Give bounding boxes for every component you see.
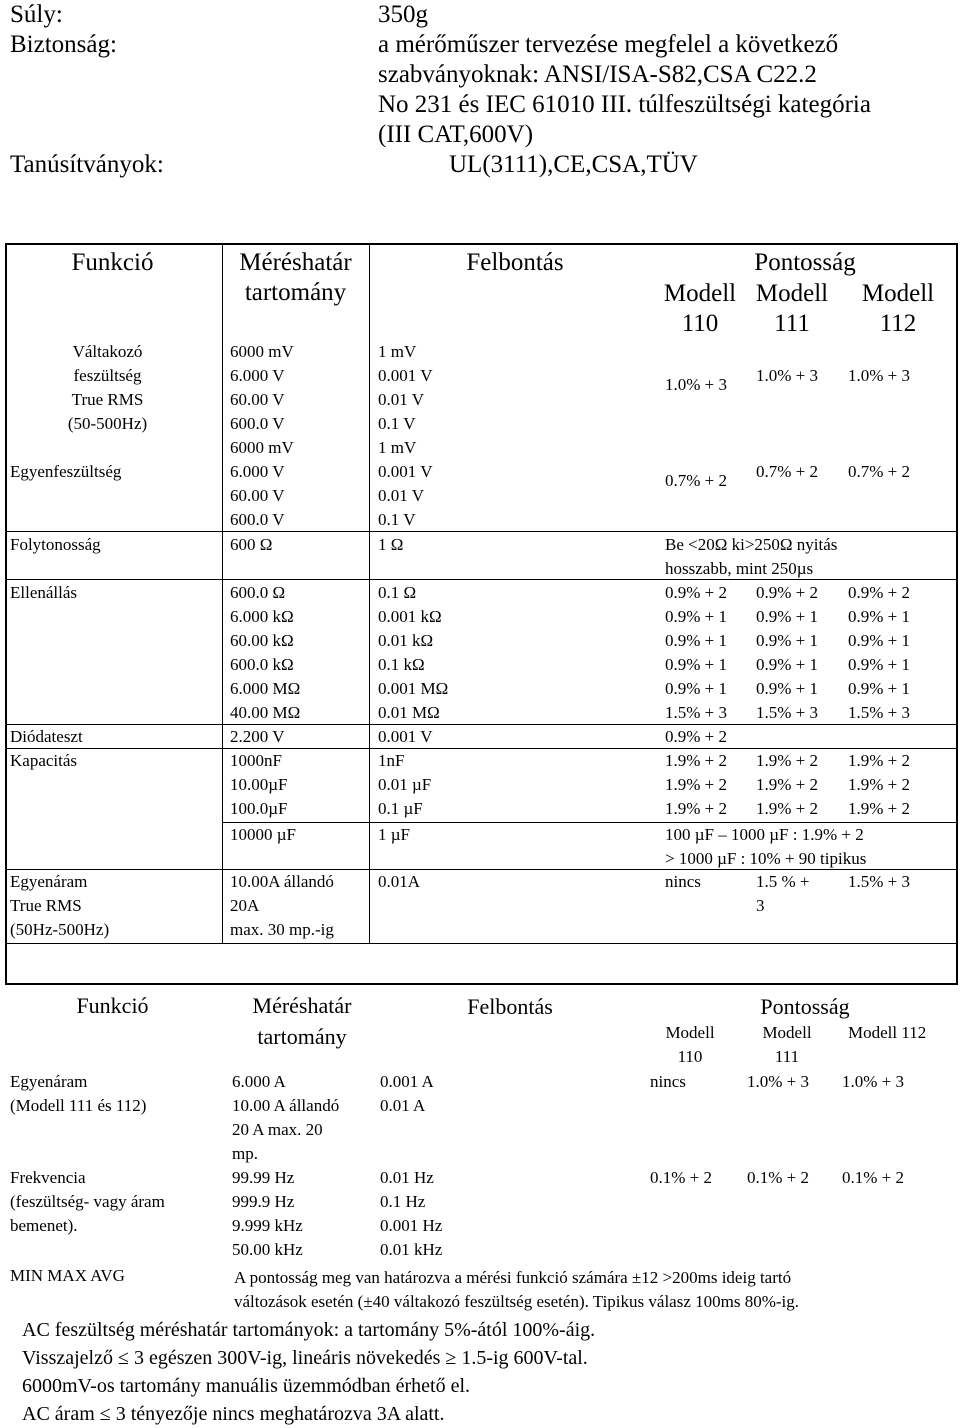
- resistance-function: Ellenállás: [10, 583, 78, 602]
- dc-voltage-ranges: 6000 mV 6.000 V 60.00 V 600.0 V: [230, 438, 294, 529]
- dc-current-accuracy-111: 1.0% + 3: [747, 1072, 809, 1091]
- safety-label: Biztonság:: [10, 31, 117, 58]
- current-trms-range: 10.00A állandó 20A max. 30 mp.-ig: [230, 872, 334, 939]
- capacitance-accuracy-110: 1.9% + 2 1.9% + 2 1.9% + 2: [665, 751, 727, 818]
- ac-voltage-resolution: 1 mV 0.001 V 0.01 V 0.1 V: [378, 342, 433, 433]
- t2-header-resolution: Felbontás: [467, 994, 553, 1019]
- footnotes: [22, 1316, 595, 1428]
- t2-header-range: Méréshatár tartomány: [252, 993, 352, 1049]
- footnote-item: AC feszültség méréshatár tartományok: a tartomány 5%-ától 100%-áig.: [22, 1319, 596, 1341]
- dc-current-accuracy-110: nincs: [650, 1072, 686, 1091]
- dc-current-function: Egyenáram (Modell 111 és 112): [10, 1072, 147, 1115]
- diode-range: 2.200 V: [230, 727, 285, 746]
- dc-current-accuracy-112: 1.0% + 3: [842, 1072, 904, 1091]
- t2-header-model-110: Modell 110: [665, 1023, 715, 1066]
- safety-text: a mérőműszer tervezése megfelel a következő szabványoknak: ANSI/ISA-S82,CSA C22.2 No 231 és IEC 61010 III. túlfeszültségi kategória (III CAT,600V): [378, 31, 871, 148]
- current-trms-accuracy-110: nincs: [665, 872, 701, 891]
- t1-header-model-111: Modell 111: [755, 280, 829, 337]
- current-trms-function: Egyenáram True RMS (50Hz-500Hz): [10, 872, 110, 939]
- continuity-accuracy: Be <20Ω ki>250Ω nyitás hosszabb, mint 250µs: [665, 535, 838, 578]
- t2-header-function: Funkció: [76, 993, 149, 1018]
- dc-voltage-accuracy-110: 0.7% + 2: [665, 471, 727, 490]
- weight-value: 350g: [378, 1, 428, 28]
- frequency-accuracy-111: 0.1% + 2: [747, 1168, 809, 1187]
- t2-header-accuracy: Pontosság: [760, 994, 850, 1019]
- capacitance-ranges: 1000nF 10.00µF 100.0µF: [230, 751, 288, 818]
- ac-voltage-accuracy-112: 1.0% + 3: [848, 366, 910, 385]
- resistance-resolution: 0.1 Ω 0.001 kΩ 0.01 kΩ 0.1 kΩ 0.001 MΩ 0.01 MΩ: [378, 583, 449, 722]
- dc-voltage-accuracy-111: 0.7% + 2: [756, 462, 818, 481]
- footnote-item: Visszajelző ≤ 3 egészen 300V-ig, lineáris növekedés ≥ 1.5-ig 600V-tal.: [22, 1347, 588, 1369]
- dc-current-resolution: 0.001 A 0.01 A: [380, 1072, 434, 1115]
- t1-header-function: Funkció: [71, 249, 154, 276]
- t2-header-model-111: Modell 111: [762, 1023, 812, 1066]
- t1-header-accuracy: Pontosság: [754, 249, 856, 276]
- resistance-accuracy-110: 0.9% + 2 0.9% + 1 0.9% + 1 0.9% + 1 0.9% + 1 1.5% + 3: [665, 583, 727, 722]
- frequency-accuracy-110: 0.1% + 2: [650, 1168, 712, 1187]
- continuity-resolution: 1 Ω: [378, 535, 404, 554]
- minmaxavg-description: A pontosság meg van határozva a mérési funkció számára ±12 >200ms ideig tartó változások esetén (±40 váltakozó feszültség esetén). Tipikus válasz 100ms 80%-ig.: [234, 1268, 800, 1311]
- resistance-accuracy-112: 0.9% + 2 0.9% + 1 0.9% + 1 0.9% + 1 0.9% + 1 1.5% + 3: [848, 583, 910, 722]
- footnote-item: 6000mV-os tartomány manuális üzemmódban érhető el.: [22, 1375, 471, 1397]
- capacitance-resolution: 1nF 0.01 µF 0.1 µF: [378, 751, 432, 818]
- resistance-ranges: 600.0 Ω 6.000 kΩ 60.00 kΩ 600.0 kΩ 6.000 MΩ 40.00 MΩ: [230, 583, 301, 722]
- minmaxavg-function: MIN MAX AVG: [10, 1266, 125, 1285]
- ac-voltage-function: Váltakozó feszültség True RMS (50-500Hz): [67, 342, 148, 433]
- frequency-resolution: 0.01 Hz 0.1 Hz 0.001 Hz 0.01 kHz: [380, 1168, 443, 1259]
- capacitance-big-resolution: 1 µF: [378, 825, 410, 844]
- dc-voltage-function: Egyenfeszültség: [10, 462, 122, 481]
- dc-voltage-resolution: 1 mV 0.001 V 0.01 V 0.1 V: [378, 438, 433, 529]
- current-trms-accuracy-111: 1.5 % + 3: [756, 872, 810, 915]
- diode-accuracy: 0.9% + 2: [665, 727, 727, 746]
- footnote-item: AC áram ≤ 3 tényezője nincs meghatározva 3A alatt.: [22, 1403, 445, 1425]
- certificates-label: Tanúsítványok:: [10, 151, 164, 178]
- capacitance-accuracy-111: 1.9% + 2 1.9% + 2 1.9% + 2: [756, 751, 818, 818]
- capacitance-function: Kapacitás: [10, 751, 78, 770]
- capacitance-accuracy-112: 1.9% + 2 1.9% + 2 1.9% + 2: [848, 751, 910, 818]
- t1-header-model-112: Modell 112: [861, 280, 935, 337]
- weight-label: Súly:: [10, 1, 63, 28]
- resistance-accuracy-111: 0.9% + 2 0.9% + 1 0.9% + 1 0.9% + 1 0.9% + 1 1.5% + 3: [756, 583, 818, 722]
- capacitance-big-accuracy: 100 µF – 1000 µF : 1.9% + 2 > 1000 µF : 10% + 90 tipikus: [665, 825, 867, 868]
- t2-header-model-112: Modell 112: [848, 1023, 927, 1042]
- frequency-ranges: 99.99 Hz 999.9 Hz 9.999 kHz 50.00 kHz: [232, 1168, 303, 1259]
- ac-voltage-accuracy-110: 1.0% + 3: [665, 375, 727, 394]
- certificates-value: UL(3111),CE,CSA,TÜV: [449, 151, 698, 178]
- frequency-function: Frekvencia (feszültség- vagy áram bemenet).: [10, 1168, 165, 1235]
- ac-voltage-accuracy-111: 1.0% + 3: [756, 366, 818, 385]
- frequency-accuracy-112: 0.1% + 2: [842, 1168, 904, 1187]
- dc-voltage-accuracy-112: 0.7% + 2: [848, 462, 910, 481]
- capacitance-big-range: 10000 µF: [230, 825, 296, 844]
- t1-header-model-110: Modell 110: [663, 280, 737, 337]
- current-trms-accuracy-112: 1.5% + 3: [848, 872, 910, 891]
- diode-function: Diódateszt: [10, 727, 83, 746]
- dc-current-ranges: 6.000 A 10.00 A állandó 20 A max. 20 mp.: [232, 1072, 340, 1163]
- t1-header-range: Méréshatár tartomány: [239, 249, 352, 306]
- continuity-range: 600 Ω: [230, 535, 273, 554]
- continuity-function: Folytonosság: [10, 535, 101, 554]
- diode-resolution: 0.001 V: [378, 727, 433, 746]
- current-trms-resolution: 0.01A: [378, 872, 421, 891]
- t1-header-resolution: Felbontás: [466, 249, 564, 276]
- ac-voltage-ranges: 6000 mV 6.000 V 60.00 V 600.0 V: [230, 342, 294, 433]
